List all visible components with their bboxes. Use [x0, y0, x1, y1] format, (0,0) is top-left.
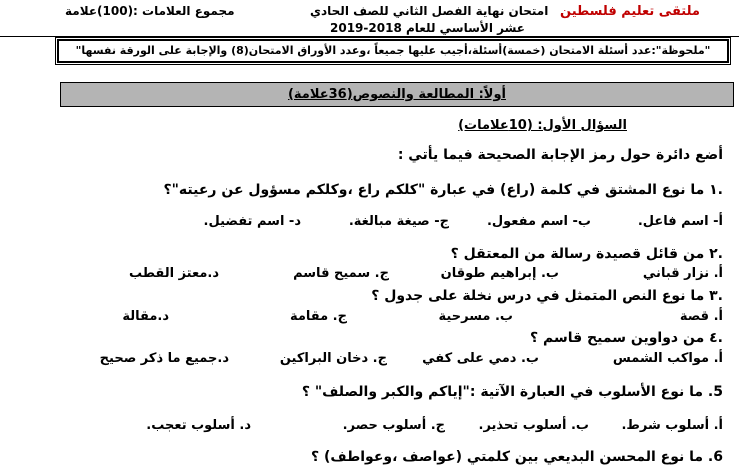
item-3-text: ما نوع النص المتمثل في درس نخلة على جدول ؟ — [371, 288, 705, 304]
item-1-text: ما نوع المشتق في كلمة (راع) في عبارة "كلكم راع ،وكلكم مسؤول عن رعيته"؟ — [163, 182, 705, 198]
item-2-option-c: ج. سميح قاسم — [293, 266, 389, 281]
exam-note: "ملحوظة":عدد أسئلة الامتحان (خمسة)أسئلة،أجيب عليها جميعاً ،وعدد الأوراق الامتحان(8) والإجابة على الورقة نفسها" — [57, 39, 729, 63]
item-4-number: .٤ — [709, 330, 723, 346]
item-4-option-a: أ. مواكب الشمس — [612, 351, 723, 366]
exam-title-line2: عشر الأساسي للعام 2018-2019 — [330, 21, 525, 35]
question1-instruction: أضع دائرة حول رمز الإجابة الصحيحة فيما يأتي : — [397, 147, 723, 163]
item-4 — [530, 330, 723, 346]
item-4-option-c: ج. دخان البراكين — [279, 351, 387, 366]
item-1-option-d: د- اسم تفضيل. — [203, 214, 301, 229]
item-5-option-a: أ. أسلوب شرط. — [621, 418, 723, 433]
item-2-option-d: د.معتز القطب — [128, 266, 219, 281]
header-divider — [0, 36, 739, 37]
item-5-number: 5. — [707, 384, 723, 400]
item-4-option-b: ب. دمي على كفي — [422, 351, 539, 366]
item-5-option-b: ب. أسلوب تحذير. — [478, 418, 589, 433]
item-2-text: من قائل قصيدة رسالة من المعتقل ؟ — [450, 246, 705, 262]
item-1-option-a: أ- اسم فاعل. — [637, 214, 723, 229]
item-6-text: ما نوع المحسن البديعي بين كلمتي (عواصف ،وعواطف) ؟ — [311, 449, 704, 465]
item-5-option-d: د. أسلوب تعجب. — [146, 418, 251, 433]
header-site-name: ملتقى تعليم فلسطين — [560, 4, 700, 19]
item-2-option-a: أ. نزار قباني — [642, 266, 723, 281]
item-3-number: .٣ — [709, 288, 723, 304]
item-1 — [164, 182, 723, 198]
item-3-option-a: أ. قصة — [679, 309, 723, 324]
item-2 — [451, 246, 723, 262]
exam-title-line1: امتحان نهاية الفصل الثاني للصف الحادي — [310, 4, 549, 18]
item-2-option-b: ب. إبراهيم طوقان — [440, 266, 559, 281]
item-4-option-d: د.جميع ما ذكر صحيح — [99, 351, 229, 366]
item-2-number: .٢ — [709, 246, 723, 262]
question1-title — [458, 118, 627, 133]
question1-title-text: السؤال الأول: (10علامات) — [458, 118, 627, 133]
section-heading — [60, 82, 734, 107]
item-3 — [371, 288, 723, 304]
item-1-number: .١ — [709, 182, 723, 198]
item-5-text: ما نوع الأسلوب في العبارة الآتية :"إياكم والكبر والصلف" ؟ — [301, 384, 704, 400]
section-title: أولاً: المطالعة والنصوص(36علامة) — [287, 87, 506, 102]
item-3-option-d: د.مقالة — [122, 309, 169, 324]
item-3-option-b: ب. مسرحية — [438, 309, 513, 324]
item-5-option-c: ج. أسلوب حصر. — [342, 418, 445, 433]
item-4-text: من دواوين سميح قاسم ؟ — [529, 330, 705, 346]
item-3-option-c: ج. مقامة — [289, 309, 347, 324]
item-6 — [311, 449, 723, 465]
item-1-option-c: ج- صيغة مبالغة. — [348, 214, 449, 229]
item-6-number: 6. — [707, 449, 723, 465]
item-1-option-b: ب- اسم مفعول. — [486, 214, 591, 229]
item-5 — [302, 384, 723, 400]
total-marks: مجموع العلامات :(100)علامة — [65, 4, 235, 18]
